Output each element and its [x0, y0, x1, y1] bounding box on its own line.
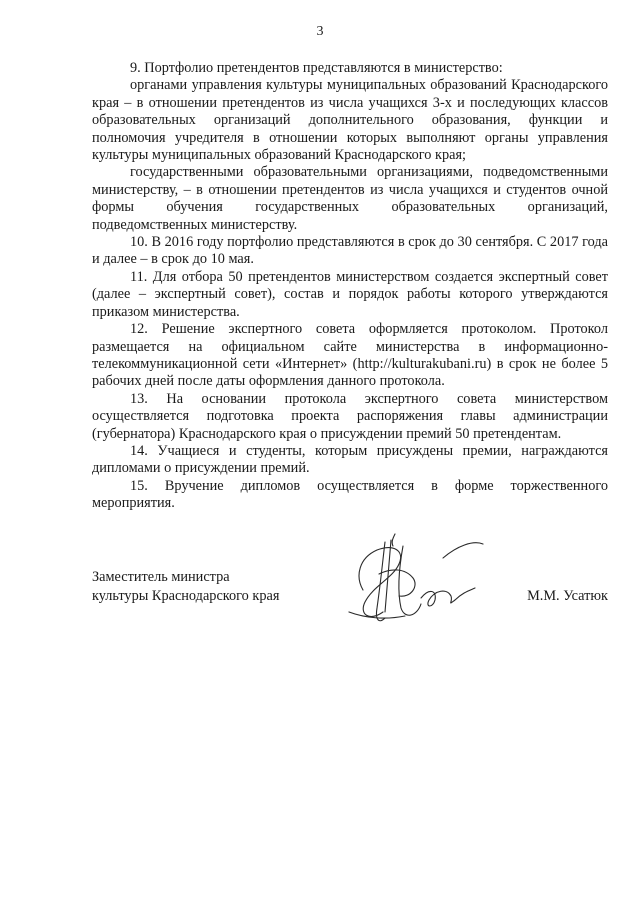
signatory-title — [92, 568, 279, 606]
paragraph-state-organizations: государственными образовательными организациями, подведомственными министерству, – в отношении претендентов из числа учащихся и студентов очной формы обучения государственных образовательных организаций, подведомственных министерству. — [92, 164, 608, 233]
signatory-title-line-1: Заместитель министра — [92, 569, 230, 585]
document-body — [92, 60, 608, 513]
paragraph-item-15: 15. Вручение дипломов осуществляется в форме торжественного мероприятия. — [92, 477, 608, 512]
paragraph-municipal-authorities: органами управления культуры муниципальных образований Краснодарского края – в отношении претендентов из числа учащихся 3-х и последующих классов образовательных организаций дополнительного образования, функции и полномочия учредителя в отношении которых выполняют органы управления культуры муниципальных образований Краснодарского края; — [92, 77, 608, 164]
signatory-name: М.М. Усатюк — [527, 588, 608, 604]
paragraph-item-14: 14. Учащиеся и студенты, которым присуждены премии, награждаются дипломами о присуждении премий. — [92, 442, 608, 477]
paragraph-item-13: 13. На основании протокола экспертного совета министерством осуществляется подготовка проекта распоряжения главы администрации (губернатора) Краснодарского края о присуждении премий 50 претендентам. — [92, 390, 608, 442]
page-number: 3 — [316, 24, 324, 39]
signatory-title-line-2: культуры Краснодарского края — [92, 588, 280, 604]
paragraph-item-9: 9. Портфолио претендентов представляются в министерство: — [130, 60, 503, 76]
paragraph-item-11: 11. Для отбора 50 претендентов министерством создается экспертный совет (далее – экспертный совет), состав и порядок работы которого утверждаются приказом министерства. — [92, 268, 608, 320]
paragraph-item-10: 10. В 2016 году портфолио представляются в срок до 30 сентября. С 2017 года и далее – в срок до 10 мая. — [92, 234, 608, 268]
paragraph-item-12: 12. Решение экспертного совета оформляется протоколом. Протокол размещается на официальном сайте министерства в информационно-телекоммуникационной сети «Интернет» (http://kulturakubani.ru) в срок не более 5 рабочих дней после даты оформления данного протокола. — [92, 321, 608, 390]
signature-block — [92, 568, 608, 628]
